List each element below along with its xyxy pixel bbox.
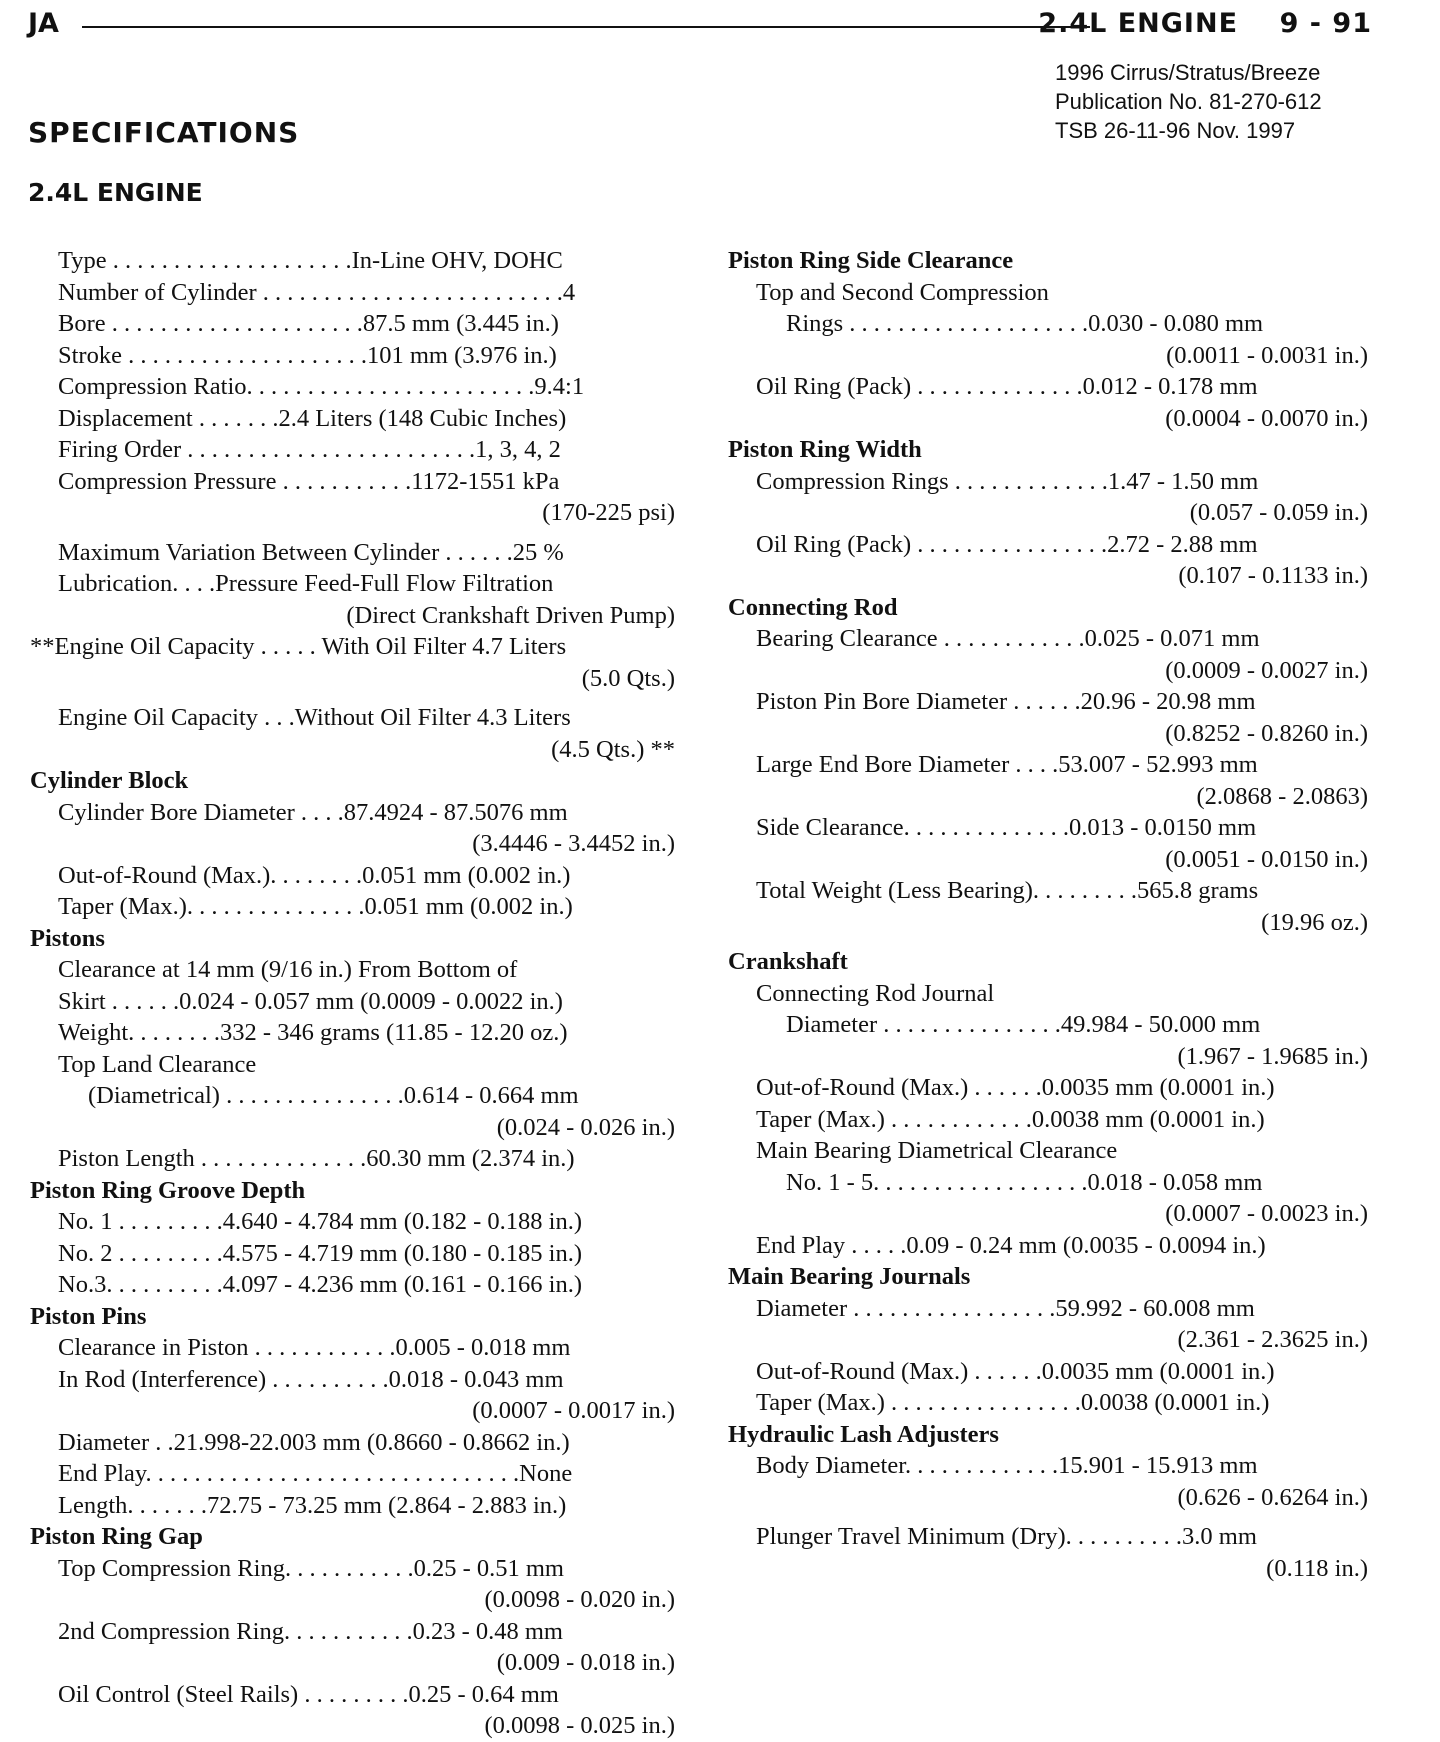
spec-group-heading: Pistons xyxy=(30,924,105,952)
spec-line: (0.0009 - 0.0027 in.) xyxy=(1165,656,1368,684)
spec-line: (5.0 Qts.) xyxy=(581,664,675,692)
spec-line: Out-of-Round (Max.). . . . . . . .0.051 mm (0.002 in.) xyxy=(58,861,571,889)
spec-line: (4.5 Qts.) ** xyxy=(551,735,675,763)
spec-line: Top Compression Ring. . . . . . . . . . .0.25 - 0.51 mm xyxy=(58,1554,564,1582)
spec-line: (1.967 - 1.9685 in.) xyxy=(1177,1042,1368,1070)
spec-column-left xyxy=(30,245,675,1742)
spec-line: End Play. . . . . . . . . . . . . . . . . . . . . . . . . . . . . . .None xyxy=(58,1460,573,1487)
spec-line: (0.009 - 0.018 in.) xyxy=(496,1649,675,1676)
spec-line: Bore . . . . . . . . . . . . . . . . . . . . .87.5 mm (3.445 in.) xyxy=(58,310,559,337)
spec-line: Rings . . . . . . . . . . . . . . . . . . . .0.030 - 0.080 mm xyxy=(786,310,1264,337)
spec-line: (0.107 - 0.1133 in.) xyxy=(1178,562,1368,589)
spec-line: **Engine Oil Capacity . . . . . With Oil Filter 4.7 Liters xyxy=(30,633,567,660)
spec-line: (3.4446 - 3.4452 in.) xyxy=(472,830,675,857)
spec-line: Large End Bore Diameter . . . .53.007 - 52.993 mm xyxy=(756,751,1258,778)
spec-column-right xyxy=(728,245,1368,1584)
spec-line: Piston Pin Bore Diameter . . . . . .20.96 - 20.98 mm xyxy=(756,688,1256,715)
section-title: SPECIFICATIONS xyxy=(28,116,300,149)
spec-line: (0.024 - 0.026 in.) xyxy=(496,1113,675,1141)
spec-line: (0.118 in.) xyxy=(1266,1554,1368,1582)
spec-line: Stroke . . . . . . . . . . . . . . . . . . . .101 mm (3.976 in.) xyxy=(58,341,557,369)
spec-line: (0.0051 - 0.0150 in.) xyxy=(1165,845,1368,873)
spec-line: (0.0007 - 0.0017 in.) xyxy=(472,1397,675,1424)
spec-line: (2.361 - 2.3625 in.) xyxy=(1177,1326,1368,1353)
spec-group-heading: Piston Ring Side Clearance xyxy=(728,247,1014,274)
spec-line: Oil Ring (Pack) . . . . . . . . . . . . . . . .2.72 - 2.88 mm xyxy=(756,530,1258,558)
spec-line: (0.0098 - 0.020 in.) xyxy=(484,1586,675,1613)
spec-line: Clearance at 14 mm (9/16 in.) From Bottom of xyxy=(58,956,518,983)
spec-line: (0.8252 - 0.8260 in.) xyxy=(1165,719,1368,747)
spec-line: Top Land Clearance xyxy=(58,1050,257,1078)
spec-line: Top and Second Compression xyxy=(756,278,1049,306)
spec-line: (170-225 psi) xyxy=(542,499,675,526)
spec-line: (2.0868 - 2.0863) xyxy=(1196,782,1368,810)
spec-line: No.3. . . . . . . . . .4.097 - 4.236 mm (0.161 - 0.166 in.) xyxy=(58,1271,582,1298)
publication-info xyxy=(1055,58,1322,145)
spec-group-heading: Cylinder Block xyxy=(30,767,189,794)
header-rule xyxy=(82,26,1090,28)
spec-line: Plunger Travel Minimum (Dry). . . . . . . . . .3.0 mm xyxy=(756,1523,1257,1550)
spec-line: Diameter . .21.998-22.003 mm (0.8660 - 0.8662 in.) xyxy=(58,1428,570,1456)
spec-line: Engine Oil Capacity . . .Without Oil Filter 4.3 Liters xyxy=(58,704,571,731)
spec-group-heading: Main Bearing Journals xyxy=(728,1263,971,1290)
spec-line: Compression Ratio. . . . . . . . . . . . . . . . . . . . . . . .9.4:1 xyxy=(58,373,585,400)
spec-group-heading: Connecting Rod xyxy=(728,593,898,621)
spec-line: Skirt . . . . . .0.024 - 0.057 mm (0.0009 - 0.0022 in.) xyxy=(58,987,563,1015)
spec-line: Number of Cylinder . . . . . . . . . . . . . . . . . . . . . . . . .4 xyxy=(58,278,576,306)
spec-line: Body Diameter. . . . . . . . . . . . .15.901 - 15.913 mm xyxy=(756,1452,1258,1479)
publication-line: TSB 26-11-96 Nov. 1997 xyxy=(1055,118,1296,143)
spec-line: No. 2 . . . . . . . . .4.575 - 4.719 mm (0.180 - 0.185 in.) xyxy=(58,1239,582,1267)
spec-line: Oil Ring (Pack) . . . . . . . . . . . . . .0.012 - 0.178 mm xyxy=(756,373,1258,400)
spec-line: Type . . . . . . . . . . . . . . . . . . . .In-Line OHV, DOHC xyxy=(58,247,563,274)
spec-group-heading: Piston Ring Width xyxy=(728,436,922,463)
spec-line: Maximum Variation Between Cylinder . . . . . .25 % xyxy=(58,538,564,566)
spec-line: Diameter . . . . . . . . . . . . . . . . .59.992 - 60.008 mm xyxy=(756,1294,1255,1322)
spec-line: (0.057 - 0.059 in.) xyxy=(1189,499,1368,526)
spec-line: Diameter . . . . . . . . . . . . . . .49.984 - 50.000 mm xyxy=(786,1011,1261,1038)
spec-line: Main Bearing Diametrical Clearance xyxy=(756,1137,1118,1164)
spec-line: Taper (Max.). . . . . . . . . . . . . . .0.051 mm (0.002 in.) xyxy=(58,893,573,920)
spec-line: In Rod (Interference) . . . . . . . . . .0.018 - 0.043 mm xyxy=(58,1365,564,1393)
spec-line: (0.0098 - 0.025 in.) xyxy=(484,1712,675,1739)
spec-line: Out-of-Round (Max.) . . . . . .0.0035 mm (0.0001 in.) xyxy=(756,1357,1275,1385)
spec-line: Piston Length . . . . . . . . . . . . . .60.30 mm (2.374 in.) xyxy=(58,1145,575,1172)
spec-line: No. 1 - 5. . . . . . . . . . . . . . . . . .0.018 - 0.058 mm xyxy=(786,1168,1263,1196)
spec-line: Weight. . . . . . . .332 - 346 grams (11.85 - 12.20 oz.) xyxy=(58,1019,568,1046)
spec-line: Out-of-Round (Max.) . . . . . .0.0035 mm (0.0001 in.) xyxy=(756,1074,1275,1101)
publication-line: Publication No. 81-270-612 xyxy=(1055,89,1322,114)
spec-line: Clearance in Piston . . . . . . . . . . . .0.005 - 0.018 mm xyxy=(58,1334,571,1361)
spec-line: Side Clearance. . . . . . . . . . . . . .0.013 - 0.0150 mm xyxy=(756,814,1257,841)
spec-line: End Play . . . . .0.09 - 0.24 mm (0.0035 - 0.0094 in.) xyxy=(756,1231,1266,1259)
spec-line: No. 1 . . . . . . . . .4.640 - 4.784 mm (0.182 - 0.188 in.) xyxy=(58,1208,582,1235)
spec-line: Bearing Clearance . . . . . . . . . . . .0.025 - 0.071 mm xyxy=(756,625,1260,652)
spec-line: Connecting Rod Journal xyxy=(756,979,995,1007)
spec-line: Cylinder Bore Diameter . . . .87.4924 - 87.5076 mm xyxy=(58,798,568,826)
spec-line: (Direct Crankshaft Driven Pump) xyxy=(346,601,675,629)
spec-line: Lubrication. . . .Pressure Feed-Full Flow Filtration xyxy=(58,570,554,597)
spec-line: Firing Order . . . . . . . . . . . . . . . . . . . . . . . .1, 3, 4, 2 xyxy=(58,436,561,463)
spec-line: Compression Pressure . . . . . . . . . . .1172-1551 kPa xyxy=(58,467,560,495)
spec-group-heading: Crankshaft xyxy=(728,948,848,975)
spec-line: Taper (Max.) . . . . . . . . . . . .0.0038 mm (0.0001 in.) xyxy=(756,1105,1265,1133)
spec-line: 2nd Compression Ring. . . . . . . . . . .0.23 - 0.48 mm xyxy=(58,1617,563,1645)
spec-group-heading: Piston Pins xyxy=(30,1302,147,1330)
spec-line: (0.626 - 0.6264 in.) xyxy=(1177,1483,1368,1511)
spec-line: (Diametrical) . . . . . . . . . . . . . . .0.614 - 0.664 mm xyxy=(88,1082,579,1109)
spec-group-heading: Piston Ring Gap xyxy=(30,1523,203,1550)
spec-line: (0.0004 - 0.0070 in.) xyxy=(1165,404,1368,432)
spec-line: Total Weight (Less Bearing). . . . . . . . .565.8 grams xyxy=(756,877,1259,904)
spec-line: (0.0011 - 0.0031 in.) xyxy=(1166,341,1368,369)
spec-line: Taper (Max.) . . . . . . . . . . . . . . . .0.0038 (0.0001 in.) xyxy=(756,1389,1270,1416)
header-section-page: 2.4L ENGINE 9 - 91 xyxy=(1038,8,1372,39)
spec-group-heading: Hydraulic Lash Adjusters xyxy=(728,1420,999,1448)
spec-line: Compression Rings . . . . . . . . . . . . .1.47 - 1.50 mm xyxy=(756,467,1259,495)
spec-line: Oil Control (Steel Rails) . . . . . . . . .0.25 - 0.64 mm xyxy=(58,1680,559,1708)
spec-group-heading: Piston Ring Groove Depth xyxy=(30,1176,306,1204)
header-manual-code: JA xyxy=(28,8,59,39)
publication-line: 1996 Cirrus/Stratus/Breeze xyxy=(1055,60,1321,85)
subsection-title: 2.4L ENGINE xyxy=(28,178,203,207)
spec-line: (19.96 oz.) xyxy=(1261,908,1368,936)
spec-line: (0.0007 - 0.0023 in.) xyxy=(1165,1200,1368,1227)
spec-line: Displacement . . . . . . .2.4 Liters (148 Cubic Inches) xyxy=(58,404,567,432)
spec-line: Length. . . . . . .72.75 - 73.25 mm (2.864 - 2.883 in.) xyxy=(58,1491,567,1519)
